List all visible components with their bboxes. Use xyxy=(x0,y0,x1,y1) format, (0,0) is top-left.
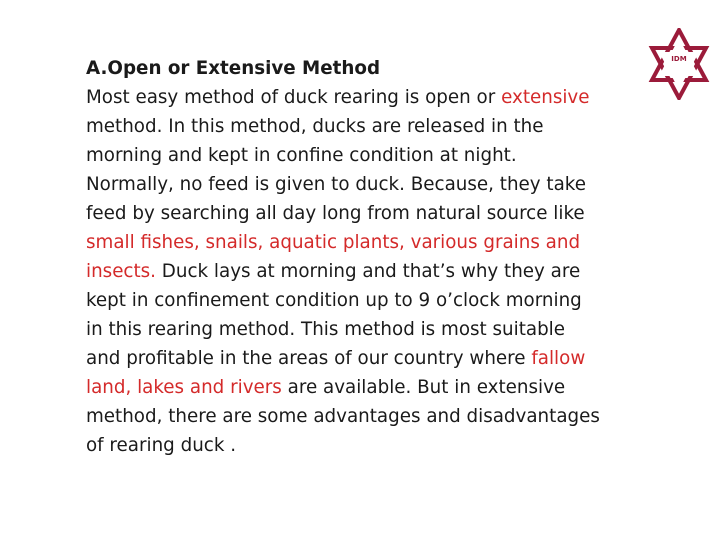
paragraph-line xyxy=(86,402,646,431)
section-heading: A.Open or Extensive Method xyxy=(86,58,381,79)
highlighted-text: insects. xyxy=(86,261,156,282)
star-of-david-icon xyxy=(648,28,710,100)
paragraph-line xyxy=(86,257,646,286)
paragraph-line xyxy=(86,83,646,112)
text-segment: Normally, no feed is given to duck. Because, they take xyxy=(86,174,586,195)
highlighted-text: small fishes, snails, aquatic plants, various grains and xyxy=(86,232,581,253)
body-text xyxy=(86,54,646,460)
logo-text: IDM xyxy=(671,55,687,63)
paragraph-line xyxy=(86,199,646,228)
paragraph-line xyxy=(86,431,646,460)
paragraph-line xyxy=(86,373,646,402)
text-segment: method, there are some advantages and disadvantages xyxy=(86,406,600,427)
highlighted-text: land, lakes and rivers xyxy=(86,377,282,398)
text-segment: Most easy method of duck rearing is open or xyxy=(86,87,502,108)
highlighted-text: extensive xyxy=(501,87,590,108)
paragraph-line xyxy=(86,170,646,199)
paragraph-line xyxy=(86,286,646,315)
paragraph-line xyxy=(86,228,646,257)
paragraph-line xyxy=(86,344,646,373)
text-segment: and profitable in the areas of our country where xyxy=(86,348,532,369)
text-segment: method. In this method, ducks are released in the xyxy=(86,116,544,137)
text-segment: of rearing duck . xyxy=(86,435,237,456)
paragraph-line xyxy=(86,315,646,344)
paragraph-line xyxy=(86,112,646,141)
text-segment: in this rearing method. This method is most suitable xyxy=(86,319,566,340)
text-segment: Duck lays at morning and that’s why they are xyxy=(156,261,581,282)
text-segment: are available. But in extensive xyxy=(281,377,566,398)
text-segment: morning and kept in confine condition at night. xyxy=(86,145,517,166)
paragraph xyxy=(86,83,646,460)
highlighted-text: fallow xyxy=(531,348,586,369)
paragraph-line xyxy=(86,141,646,170)
logo xyxy=(648,28,710,100)
text-segment: kept in confinement condition up to 9 o’clock morning xyxy=(86,290,582,311)
text-segment: feed by searching all day long from natural source like xyxy=(86,203,585,224)
